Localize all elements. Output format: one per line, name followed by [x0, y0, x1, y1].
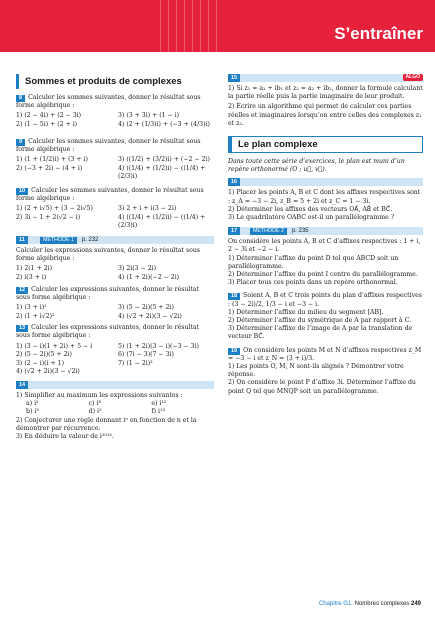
exercise-11 [16, 236, 214, 283]
intro-text: On considère les points M et N d’affixes respectives z_M = −3 − i et z_N = (3 + i)/3. [228, 346, 422, 362]
list-item: 4) (√2 + 2i)(3 − √2i) [118, 312, 182, 320]
section-title-sommes: Sommes et produits de complexes [16, 74, 214, 89]
item-list [16, 265, 214, 282]
intro-text: On considère les points A, B et C d’affixes respectives : 1 + i, 2 − 3i et −2 − i. [228, 238, 421, 254]
intro-text: Soient A, B et C trois points du plan d’affixes respectives : (3 − 2i)/2, 1/3 − i et −3 − i. [228, 292, 422, 308]
method-ref [246, 227, 309, 235]
exercise-header-bar [228, 74, 423, 82]
exercise-intro [16, 94, 214, 110]
header-decoration [160, 0, 220, 52]
exercise-header-bar [16, 381, 214, 389]
exercise-number: 9 [16, 139, 25, 146]
part-item: d) i⁵ [88, 408, 102, 416]
intro-text: Calculer les expressions suivantes, donner le résultat sous forme algébrique : [16, 285, 200, 301]
list-item: 1) (2 − 4i) + (2 − 3i) [16, 112, 82, 120]
question-3: 3) Placer tous ces points dans un repère orthonormal. [228, 279, 398, 287]
part-item: a) i² [26, 400, 39, 408]
exercise-19 [228, 347, 423, 396]
list-item: 1) (2 + i√5) + (3 − 2i√5) [16, 205, 93, 213]
exercise-header-bar [228, 227, 423, 235]
right-column [228, 74, 423, 396]
method-badge[interactable]: MÉTHODE 2 [250, 228, 287, 235]
footer-chapter: Chapitre G1. [318, 601, 353, 607]
page-header [0, 0, 435, 52]
question-1: 1) Les points O, M, N sont-ils alignés ? Démontrer votre réponse. [228, 363, 404, 379]
exercise-number: 14 [16, 381, 28, 389]
exercise-number: 11 [16, 236, 28, 244]
list-item: 2) (−3 + 2i) − (4 + i) [16, 164, 83, 172]
footer-title: Nombres complexes [354, 601, 410, 607]
intro-text: Calculer les sommes suivantes, donner le résultat sous forme algébrique : [16, 137, 201, 153]
exercise-intro [16, 138, 214, 154]
exercise-intro [228, 347, 423, 363]
exercise-16 [228, 178, 423, 222]
question-2: 2) Conjecturer une règle donnant iⁿ en fonction de n et la démontrer par récurrence. [16, 416, 197, 432]
list-item: 4) ((1/4) + (1/2)i) − ((1/4) + (2/3)i) [118, 164, 206, 181]
exercise-intro [16, 286, 214, 302]
list-item: 1) 2(1 + 2i) [16, 265, 53, 273]
section-note: Dans toute cette série d’exercices, le plan est muni d’un repère orthonormé (O ; u⃗, v⃗). [228, 158, 405, 174]
list-item: 3) (5 − 2i)(5 + 2i) [118, 303, 174, 311]
part-item: e) i¹² [151, 400, 167, 408]
exercise-15 [228, 74, 423, 128]
page-footer [319, 601, 421, 607]
question-3: 3) Déterminer l’affixe de l’image de A par la translation de vecteur BC⃗. [228, 325, 413, 341]
list-item: 3) ((1/2) + (3/2)i) + (−2 − 2i) [118, 156, 210, 163]
page-title: S’entraîner [334, 24, 423, 43]
question-1: 1) Placer les points A, B et C dont les affixes respectives sont : z_A = −3 − 2i, z_B = 5 + 2i et z_C = 1 − 3i. [228, 189, 421, 205]
list-item: 3) 2 + i + i(3 − 2i) [118, 205, 177, 213]
item-list [16, 304, 214, 321]
exercise-12 [16, 286, 214, 322]
method-badge[interactable]: MÉTHODE 1 [40, 237, 77, 244]
exercise-number: 15 [228, 74, 240, 82]
exercise-intro [228, 292, 423, 308]
part-item: c) i⁸ [88, 400, 101, 408]
exercise-18 [228, 292, 423, 341]
question-2: 2) Déterminer l’affixe du point I centre du parallélogramme. [228, 271, 418, 279]
question-2: 2) On considère le point P d’affixe 3i. Déterminer l’affixe du point Q tel que MNQP soit un parallélogramme. [228, 379, 416, 395]
intro-text: Calculer les sommes suivantes, donner le résultat sous forme algébrique : [16, 94, 201, 110]
item-list [16, 156, 214, 182]
left-column [16, 74, 214, 441]
list-item: 3) 2i(3 − 2i) [118, 265, 157, 273]
exercise-header-bar [228, 178, 423, 186]
exercise-9 [16, 138, 214, 182]
exercise-number: 10 [16, 188, 28, 195]
item-list [16, 205, 214, 231]
part-item: f) i¹³ [151, 408, 165, 416]
exercise-number: 18 [228, 293, 240, 300]
list-item: 3) (2 − i)(i + 1) [16, 359, 65, 367]
list-item: 2) (1 + i√2)² [16, 312, 55, 320]
list-item: 1) (1 + (1/2)i) + (3 + i) [16, 156, 88, 163]
list-item: 2) (5 − 2i)(5 + 2i) [16, 351, 72, 359]
method-page: p. 235 [291, 228, 309, 235]
list-item: 3) (3 + 3i) + (1 − i) [118, 112, 180, 120]
list-item: 6) (7i − 3)(7 − 3i) [118, 351, 174, 359]
exercise-8 [16, 94, 214, 130]
algo-badge: ALGO [403, 74, 423, 81]
question-2: 2) Écrire un algorithme qui permet de calculer ces parties réelles et imaginaires lorsqu’on entre celles des complexes z₁ et z₂. [228, 103, 422, 127]
exercise-number: 16 [228, 178, 240, 186]
exercise-13 [16, 324, 214, 377]
list-item: 1) (3 + i)² [16, 303, 47, 311]
exercise-number: 12 [16, 287, 28, 294]
question-1: 1) Déterminer l’affixe du point D tel que ABCD soit un parallélogramme. [228, 254, 399, 270]
question-1: 1) Déterminer l’affixe du milieu du segment [AB]. [228, 308, 384, 316]
list-item: 4) (1 + 2i)(−2 − 2i) [118, 273, 180, 281]
question-2: 2) Déterminer l’affixe du symétrique de A par rapport à C. [228, 317, 412, 325]
exercise-14 [16, 381, 214, 441]
exercise-number: 17 [228, 227, 240, 235]
section-title-plan: Le plan complexe [228, 136, 423, 153]
list-item: 4) ((1/4) + (1/2)i) − ((1/4) + (2/3)i) [118, 213, 206, 230]
method-ref [36, 236, 99, 244]
part-item: b) i³ [26, 408, 39, 416]
question-3: 3) En déduire la valeur de i²⁰¹³. [16, 432, 114, 440]
list-item: 1) (3 − i)(1 + 2i) + 5 − i [16, 342, 93, 350]
list-item: 2) (1 − 5i) + (2 + i) [16, 121, 78, 128]
intro-text: Calculer les expressions suivantes, donner le résultat sous forme algébrique : [16, 324, 200, 340]
exercise-number: 19 [228, 348, 240, 355]
method-page: p. 232 [81, 236, 99, 243]
question-2: 2) Déterminer les affixes des vecteurs OA⃗, AB⃗ et BC⃗. [228, 205, 393, 213]
parts-grid [16, 400, 214, 416]
list-item: 2) 3i − 1 + 2(√2 − i) [16, 213, 81, 221]
exercise-intro [16, 324, 214, 340]
list-item: 7) (1 − 2i)³ [118, 359, 153, 367]
list-item: 2) i(3 + i) [16, 273, 47, 281]
exercise-intro [16, 187, 214, 203]
exercise-17 [228, 227, 423, 287]
list-item: 4) (2 + (1/3)i) + (−3 + (4/3)i) [118, 121, 210, 128]
exercise-number: 8 [16, 95, 25, 102]
question-1: 1) Simplifier au maximum les expressions suivantes : [16, 391, 183, 399]
item-list [16, 112, 214, 129]
exercise-number: 13 [16, 325, 28, 332]
item-list [16, 343, 214, 377]
list-item: 5) (1 + 2i)(3 − i)(−3 − 3i) [118, 342, 199, 350]
intro-text: Calculer les expressions suivantes, donner le résultat sous forme algébrique : [16, 246, 200, 263]
page-number: 249 [410, 601, 421, 607]
question-3: 3) Le quadrilatère OABC est-il un parallélogramme ? [228, 214, 395, 222]
exercise-10 [16, 187, 214, 231]
question-1: 1) Si z₁ = a₁ + ib₁ et z₂ = a₂ + ib₂, donner la formule calculant la partie réelle puis la partie imaginaire de leur produit. [228, 85, 423, 101]
exercise-header-bar [16, 236, 214, 244]
list-item: 4) (√2 + 2i)(3 − √2i) [16, 368, 80, 376]
intro-text: Calculer les sommes suivantes, donner le résultat sous forme algébrique : [16, 186, 204, 202]
